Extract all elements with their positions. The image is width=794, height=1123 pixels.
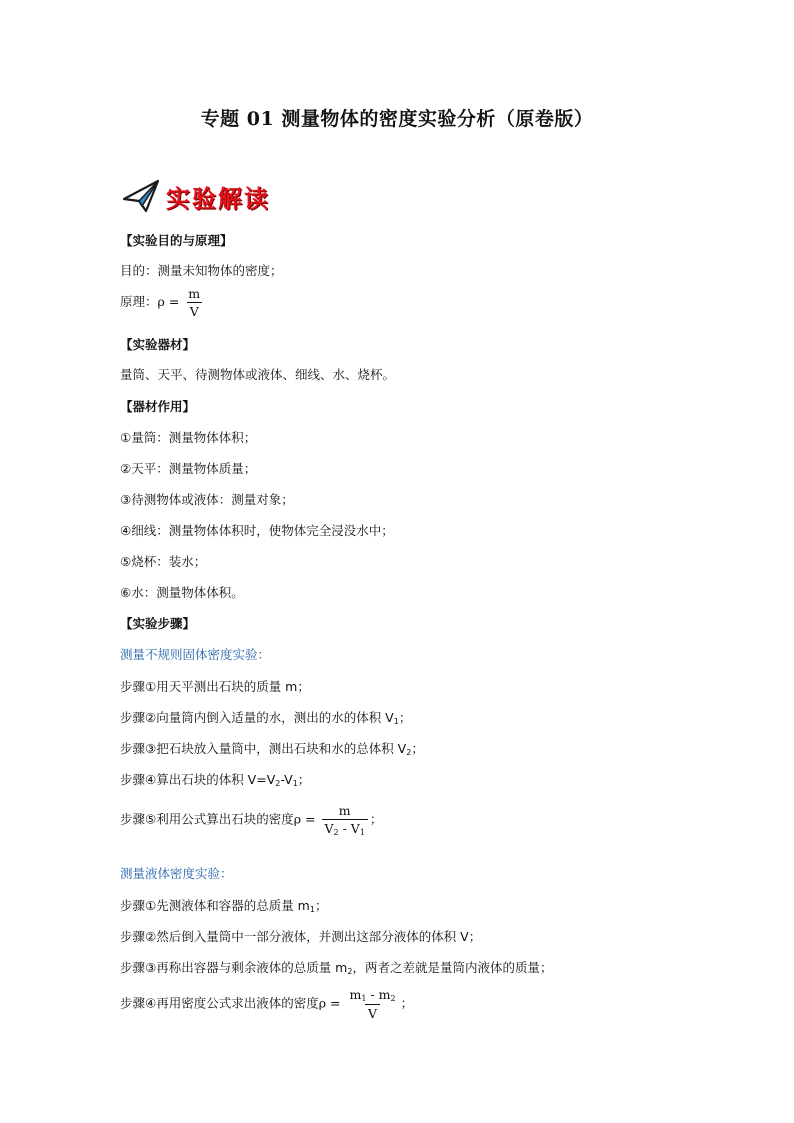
step-text: ； xyxy=(314,898,328,913)
num-text: m xyxy=(349,987,362,1002)
paper-plane-icon xyxy=(122,179,160,213)
step-text: 步骤⑤利用公式算出石块的密度 xyxy=(120,811,294,827)
den-text: V xyxy=(324,821,334,836)
step-text: 步骤①先测液体和容器的总质量 m xyxy=(120,898,310,913)
fraction-denominator: V xyxy=(365,1004,380,1021)
subscript: 1 xyxy=(292,779,298,788)
principle-denominator: V xyxy=(187,302,202,319)
role-item: ④细线：测量物体体积时，使物体完全浸没水中； xyxy=(120,523,394,538)
step-text: ； xyxy=(400,995,414,1011)
steps-header: 【实验步骤】 xyxy=(120,616,196,631)
solid-step-4 xyxy=(120,770,310,788)
banner-title: 实验解读 xyxy=(166,183,270,213)
role-item: ⑥水：测量物体体积。 xyxy=(120,585,244,600)
subscript: 2 xyxy=(390,994,396,1003)
role-item: ②天平：测量物体质量； xyxy=(120,461,257,476)
step-text: 步骤②向量筒内倒入适量的水，测出的水的体积 V xyxy=(120,710,394,725)
principle-lhs: ρ = xyxy=(157,294,180,309)
subscript: 2 xyxy=(406,748,412,757)
principle-fraction xyxy=(185,286,203,319)
principle-line xyxy=(120,286,205,319)
principle-label: 原理： xyxy=(120,294,158,309)
step-text: -V xyxy=(280,772,293,787)
section-banner xyxy=(122,178,270,214)
formula-lhs: ρ = xyxy=(318,995,341,1011)
liquid-density-fraction xyxy=(347,987,399,1021)
principle-numerator: m xyxy=(188,286,201,301)
density-fraction xyxy=(322,803,368,837)
subscript: 1 xyxy=(393,717,399,726)
step-text: ； xyxy=(411,741,424,756)
roles-header: 【器材作用】 xyxy=(120,399,196,414)
step-text: ，两者之差就是量筒内液体的质量； xyxy=(352,960,553,975)
subscript: 2 xyxy=(275,779,281,788)
liquid-step-2: 步骤②然后倒入量筒中一部分液体，并测出这部分液体的体积 V； xyxy=(120,929,482,944)
purpose-header: 【实验目的与原理】 xyxy=(120,233,233,248)
document-title: 专题 01 测量物体的密度实验分析（原卷版） xyxy=(200,108,594,130)
step-text: ； xyxy=(398,710,412,725)
solid-step-5 xyxy=(120,803,382,837)
solid-step-2 xyxy=(120,708,411,726)
step-text: 步骤③把石块放入量筒中，测出石块和水的总体积 V xyxy=(120,741,407,756)
role-item: ⑤烧杯：装水； xyxy=(120,554,207,569)
fraction-denominator xyxy=(322,819,368,837)
fraction-numerator xyxy=(347,987,399,1004)
role-item: ③待测物体或液体：测量对象； xyxy=(120,492,294,507)
fraction-numerator: m xyxy=(338,803,351,818)
liquid-step-1 xyxy=(120,896,327,914)
subscript: 1 xyxy=(361,994,367,1003)
den-text: - V xyxy=(338,821,360,836)
step-text: 步骤④再用密度公式求出液体的密度 xyxy=(120,995,319,1011)
step-text: 步骤③再称出容器与剩余液体的总质量 m xyxy=(120,960,348,975)
subscript: 1 xyxy=(359,828,365,837)
solid-experiment-title: 测量不规则固体密度实验： xyxy=(120,647,271,662)
solid-step-3 xyxy=(120,739,424,757)
step-text: 步骤④算出石块的体积 V=V xyxy=(120,772,276,787)
subscript: 2 xyxy=(333,828,339,837)
purpose-line: 目的：测量未知物体的密度； xyxy=(120,263,283,278)
step-text: ； xyxy=(369,811,383,827)
liquid-step-4 xyxy=(120,987,413,1021)
liquid-experiment-title: 测量液体密度实验： xyxy=(120,866,233,881)
solid-step-1: 步骤①用天平测出石块的质量 m； xyxy=(120,679,310,694)
formula-lhs: ρ = xyxy=(293,811,316,827)
liquid-step-3 xyxy=(120,958,552,976)
step-text: ； xyxy=(297,772,311,787)
materials-line: 量筒、天平、待测物体或液体、细线、水、烧杯。 xyxy=(120,367,396,382)
subscript: 2 xyxy=(347,967,353,976)
num-text: - m xyxy=(366,987,391,1002)
role-item: ①量筒：测量物体体积； xyxy=(120,430,257,445)
materials-header: 【实验器材】 xyxy=(120,337,196,352)
subscript: 1 xyxy=(309,905,315,914)
